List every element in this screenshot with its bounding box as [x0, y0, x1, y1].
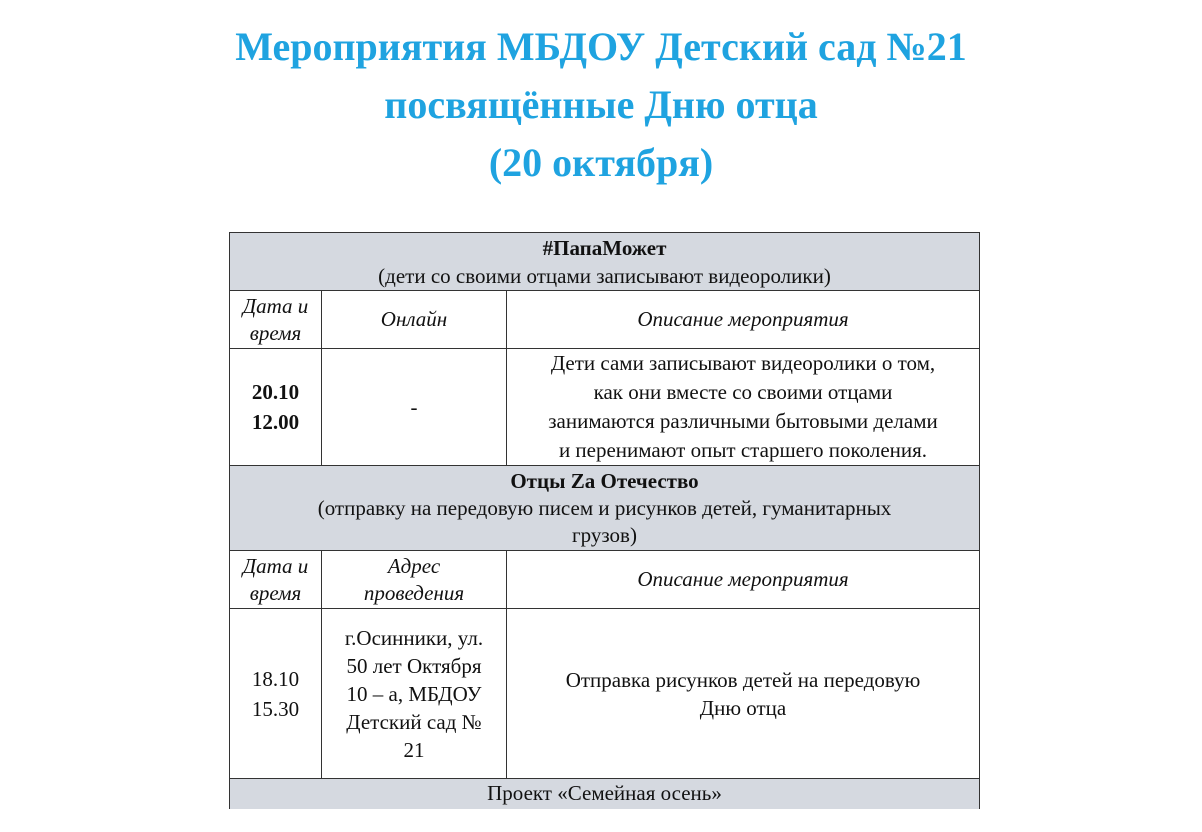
event-online: -	[322, 349, 507, 466]
section-title: #ПапаМожет	[542, 235, 667, 260]
event-description: Дети сами записывают видеоролики о том, как они вместе со своими отцами занимаются различными бытовыми делами и перенимают опыт старшего поколения.	[507, 349, 980, 466]
title-line-3: (20 октября)	[488, 140, 714, 185]
page-title	[0, 18, 1202, 192]
event-date-time: 18.10 15.30	[230, 609, 322, 779]
event-description: Отправка рисунков детей на передовую Дню отца	[507, 609, 980, 779]
section-title: Проект «Семейная осень»	[230, 779, 980, 809]
header-date-time: Дата и время	[230, 291, 322, 349]
header-online: Онлайн	[322, 291, 507, 349]
table-row	[230, 609, 980, 779]
section-title: Отцы Zа Отечество	[510, 468, 699, 493]
section-subtitle: (дети со своими отцами записывают видеоролики)	[378, 263, 831, 288]
title-line-2: посвящённые Дню отца	[384, 82, 818, 127]
header-address: Адрес проведения	[322, 551, 507, 609]
header-description: Описание мероприятия	[507, 291, 980, 349]
events-table	[229, 232, 980, 809]
header-description: Описание мероприятия	[507, 551, 980, 609]
event-date-time: 20.10 12.00	[230, 349, 322, 466]
section-header-semeynaya-osen	[230, 779, 980, 809]
section-header-papamozhet	[230, 233, 980, 291]
title-line-1: Мероприятия МБДОУ Детский сад №21	[235, 24, 967, 69]
section-subtitle-line-2: грузов)	[572, 522, 637, 547]
column-header-row	[230, 551, 980, 609]
section-header-ottsy	[230, 466, 980, 551]
table-row	[230, 349, 980, 466]
header-date-time: Дата и время	[230, 551, 322, 609]
section-subtitle-line-1: (отправку на передовую писем и рисунков детей, гуманитарных	[317, 495, 892, 520]
event-address: г.Осинники, ул. 50 лет Октября 10 – а, МБДОУ Детский сад № 21	[322, 609, 507, 779]
column-header-row	[230, 291, 980, 349]
